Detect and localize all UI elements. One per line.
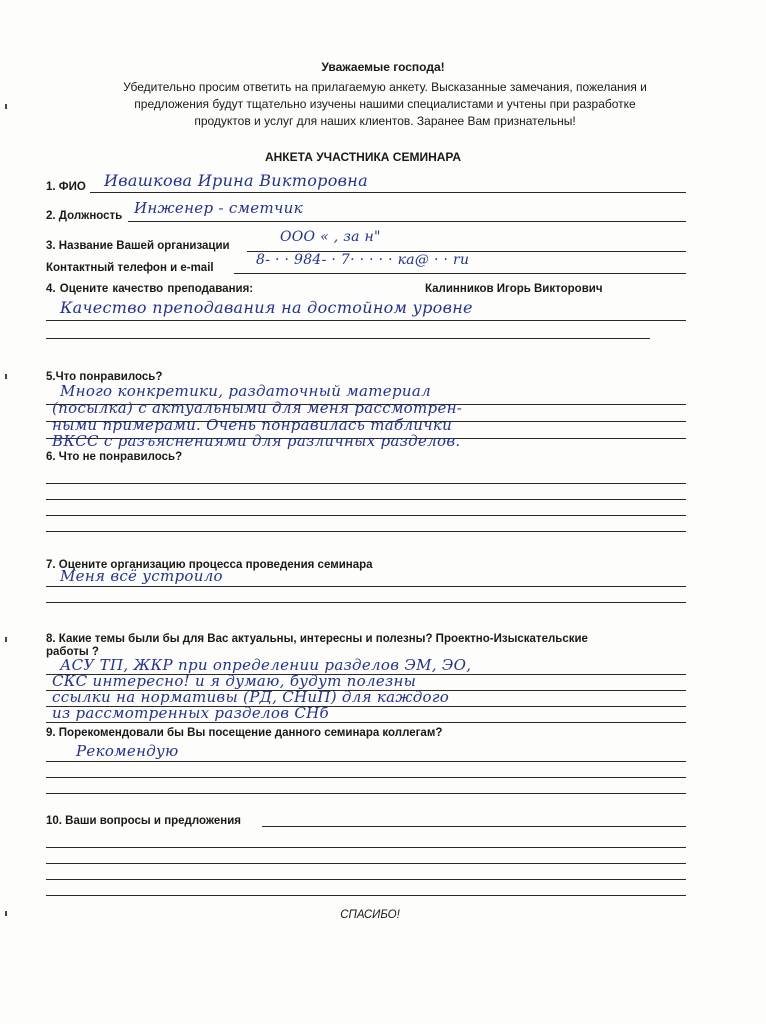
q8-answer-line[interactable]: из рассмотренных разделов СНб: [52, 704, 329, 722]
q4-label: 4. Оцените качество преподавания:: [46, 283, 254, 295]
answer-line: [46, 531, 686, 532]
answer-line: [46, 777, 686, 778]
answer-line: [46, 515, 686, 516]
contact-label: Контактный телефон и e-mail: [46, 262, 214, 274]
answer-line: [46, 320, 686, 321]
contact-value[interactable]: 8- · · 984- · 7· · · · · ка@ · · ru: [256, 252, 470, 268]
answer-line: [46, 863, 686, 864]
q5-answer-line[interactable]: (посылка) с актуальными для меня рассмотрен-: [52, 399, 463, 417]
q5-answer-line[interactable]: ными примерами. Очень понравилась таблички: [52, 416, 453, 434]
intro-line: предложения будут тщательно изучены нашими специалистами и учтены при разработке: [134, 97, 636, 111]
answer-line: [46, 847, 686, 848]
margin-mark: [5, 104, 7, 109]
answer-line: [262, 826, 686, 827]
q8-answer-line[interactable]: АСУ ТП, ЖКР при определении разделов ЭМ, ЭО,: [60, 656, 472, 674]
fio-label: 1. ФИО: [46, 181, 86, 193]
q4-answer[interactable]: Качество преподавания на достойном уровне: [60, 298, 473, 317]
margin-mark: [5, 637, 7, 642]
contact-line: [234, 273, 686, 274]
q10-label: 10. Ваши вопросы и предложения: [46, 815, 242, 827]
thanks-text: СПАСИБО!: [340, 909, 400, 921]
fio-value[interactable]: Ивашкова Ирина Викторовна: [104, 171, 368, 190]
q8-answer-line[interactable]: СКС интересно! и я думаю, будут полезны: [52, 672, 417, 690]
answer-line: [46, 722, 686, 723]
org-value[interactable]: ООО « , за н": [280, 229, 381, 245]
q5-answer-line[interactable]: Много конкретики, раздаточный материал: [60, 382, 431, 400]
q7-label: 7. Оцените организацию процесса проведения семинара: [46, 559, 373, 571]
answer-line: [46, 793, 686, 794]
answer-line: [46, 895, 686, 896]
q5-label: 5.Что понравилось?: [46, 371, 163, 383]
intro-line: Убедительно просим ответить на прилагаемую анкету. Высказанные замечания, пожелания и: [123, 80, 647, 94]
intro-text: [40, 79, 730, 130]
fio-line: [90, 192, 686, 193]
position-label: 2. Должность: [46, 210, 123, 222]
position-line: [128, 221, 686, 222]
answer-line: [46, 586, 686, 587]
q7-answer[interactable]: Меня всё устроило: [60, 567, 223, 585]
org-label: 3. Название Вашей организации: [46, 240, 230, 252]
margin-mark: [5, 374, 7, 379]
answer-line: [46, 602, 686, 603]
answer-line: [46, 761, 686, 762]
q6-label: 6. Что не понравилось?: [46, 451, 183, 463]
q9-label: 9. Порекомендовали бы Вы посещение данного семинара коллегам?: [46, 727, 443, 739]
q8-label: 8. Какие темы были бы для Вас актуальны, интересны и полезны? Проектно-Изыскательские: [46, 633, 588, 645]
q4-teacher: Калинников Игорь Викторович: [425, 283, 603, 295]
answer-line: [46, 338, 650, 339]
form-title: АНКЕТА УЧАСТНИКА СЕМИНАРА: [264, 150, 462, 164]
intro-line: продуктов и услуг для наших клиентов. Заранее Вам признательны!: [194, 114, 576, 128]
position-value[interactable]: Инженер - сметчик: [134, 199, 303, 217]
greeting: Уважаемые господа!: [321, 60, 445, 74]
q8-answer-line[interactable]: ссылки на нормативы (РД, СНиП) для каждого: [52, 688, 450, 706]
answer-line: [46, 499, 686, 500]
q9-answer[interactable]: Рекомендую: [76, 742, 179, 760]
q8-label-cont: работы ?: [46, 646, 99, 658]
q5-answer-line[interactable]: ВКСС с разъяснениями для различных разделов.: [52, 432, 461, 450]
answer-line: [46, 879, 686, 880]
answer-line: [46, 483, 686, 484]
